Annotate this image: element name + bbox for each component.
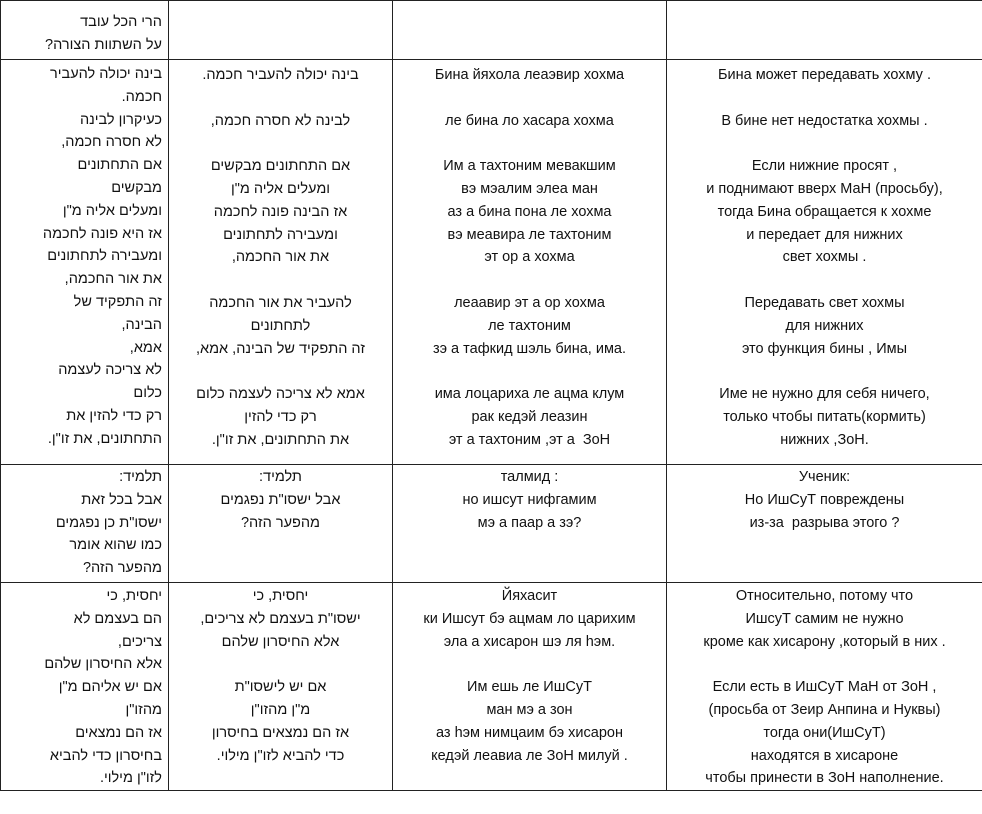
- text-line: [393, 360, 666, 383]
- text-line: [393, 653, 666, 676]
- text-line: את אור החכמה,: [231, 249, 330, 266]
- text-line: כמו שהוא אומר: [69, 537, 162, 554]
- text-line: аз а бина пона ле хохма: [447, 203, 612, 220]
- hebrew-original-cell: [1, 60, 169, 465]
- text-line: ומעלים אליה מ"ן: [62, 202, 162, 219]
- text-line: но ишсут нифгамим: [462, 491, 597, 508]
- text-line: מ"ן מהזו"ן: [250, 701, 311, 718]
- text-line: ישסו"ת בעצמם לא צריכים,: [200, 610, 361, 627]
- text-line: ман мэ а зон: [486, 701, 573, 718]
- text-line: מהפער הזה?: [240, 514, 321, 531]
- text-line: על השתוות הצורה?: [45, 37, 162, 54]
- text-line: אז הם נמצאים: [75, 724, 162, 741]
- text-line: и передает для нижних: [746, 226, 903, 243]
- text-line: эт а тахтоним ,эт а ЗоН: [448, 431, 611, 448]
- text-line: чтобы принести в ЗоН наполнение.: [705, 770, 944, 787]
- russian-translation-cell: [667, 465, 982, 583]
- text-line: находятся в хисароне: [750, 747, 899, 764]
- text-line: ле тахтоним: [488, 317, 571, 334]
- text-line: [169, 269, 392, 292]
- text-line: [169, 360, 392, 383]
- russian-translation-cell: [667, 583, 982, 791]
- text-line: для нижних: [785, 317, 864, 334]
- text-line: כלום: [133, 385, 162, 402]
- text-line: את אור החכמה,: [64, 271, 162, 288]
- text-line: אבל בכל זאת: [81, 491, 162, 508]
- text-line: תלמיד:: [259, 469, 302, 485]
- text-line: Если нижние просят ,: [751, 158, 898, 175]
- text-line: эт ор а хохма: [484, 249, 575, 266]
- text-line: эла а хисарон шэ ля hэм.: [443, 633, 616, 650]
- text-line: ле бина ло хасара хохма: [445, 112, 614, 129]
- hebrew-simplified-cell: [169, 1, 393, 60]
- text-line: ИшсуТ самим не нужно: [745, 610, 904, 627]
- text-line: Име не нужно для себя ничего,: [719, 386, 930, 403]
- text-line: אבל ישסו"ת נפגמים: [220, 491, 341, 508]
- text-line: אלא החיסרון שלהם: [44, 656, 162, 673]
- text-line: אלא החיסרון שלהם: [221, 633, 340, 650]
- text-line: кроме как хисарону ,который в них .: [703, 633, 946, 650]
- table-row: [1, 60, 982, 465]
- text-line: הבינה,: [121, 316, 162, 333]
- text-line: Бина может передавать хохму .: [718, 67, 931, 83]
- text-line: אם התחתונים מבקשים: [210, 158, 351, 175]
- text-line: הם בעצמם לא: [73, 610, 162, 627]
- text-line: לא צריכה לעצמה: [58, 362, 162, 379]
- text-line: יחסית, כי: [106, 588, 162, 604]
- text-line: רק כדי להזין: [244, 408, 317, 425]
- text-line: Но ИшСуТ повреждены: [744, 491, 905, 508]
- russian-translation-cell: [667, 1, 982, 60]
- text-line: בינה יכולה להעביר: [50, 66, 162, 82]
- text-line: חכמה.: [121, 88, 162, 105]
- text-line: [393, 87, 666, 110]
- text-line: рак кедэй леазин: [471, 408, 588, 425]
- text-line: свет хохмы .: [782, 249, 867, 266]
- text-line: מהזו"ן: [125, 701, 162, 718]
- transliteration-cell: [393, 1, 667, 60]
- text-line: [393, 132, 666, 155]
- text-line: אם יש אליהם מ"ן: [58, 679, 162, 696]
- text-line: תלמיד:: [119, 469, 162, 485]
- text-line: מבקשים: [111, 179, 162, 196]
- text-line: צריכים,: [117, 633, 162, 650]
- text-line: מהפער הזה?: [82, 560, 162, 577]
- text-line: לתחתונים: [250, 317, 311, 334]
- text-line: אז היא פונה לחכמה: [42, 225, 162, 242]
- text-line: Им ешь ле ИшСуТ: [467, 679, 592, 696]
- hebrew-simplified-cell: [169, 583, 393, 791]
- text-line: талмид :: [500, 469, 559, 485]
- hebrew-original-cell: [1, 583, 169, 791]
- text-line: [667, 653, 982, 676]
- text-line: אם יש לישסו"ת: [234, 679, 327, 696]
- text-line: רק כדי להזין את: [66, 407, 162, 424]
- text-line: Передавать свет хохмы: [744, 294, 905, 311]
- table-body: [1, 1, 982, 791]
- text-line: [667, 132, 982, 155]
- text-line: тогда Бина обращается к хохме: [717, 203, 932, 220]
- text-line: אמא לא צריכה לעצמה כלום: [196, 386, 365, 403]
- text-line: [393, 269, 666, 292]
- text-line: и поднимают вверх МаН (просьбу),: [706, 180, 943, 197]
- hebrew-original-cell: [1, 1, 169, 60]
- text-line: мэ а паар а зэ?: [477, 514, 582, 531]
- text-line: כדי להביא לזו"ן מילוי.: [216, 747, 345, 764]
- table-row: [1, 465, 982, 583]
- hebrew-original-cell: [1, 465, 169, 583]
- transliteration-cell: [393, 60, 667, 465]
- text-line: לבינה לא חסרה חכמה,: [210, 112, 351, 129]
- hebrew-simplified-cell: [169, 60, 393, 465]
- text-line: בינה יכולה להעביר חכמה.: [202, 67, 359, 83]
- text-line: леаавир эт а ор хохма: [454, 294, 605, 311]
- text-line: לזו"ן מילוי.: [99, 770, 162, 787]
- text-line: אמא,: [129, 339, 162, 356]
- transliteration-cell: [393, 583, 667, 791]
- text-line: [169, 132, 392, 155]
- text-line: זה התפקיד של: [73, 293, 162, 310]
- text-line: בחיסרון כדי להביא: [49, 747, 162, 764]
- text-line: зэ а тафкид шэль бина, има.: [432, 340, 627, 357]
- text-line: Бина йяхола леаэвир хохма: [434, 67, 625, 83]
- text-line: הרי הכל עובד: [80, 14, 162, 31]
- transliteration-cell: [393, 465, 667, 583]
- text-line: ומעלים אליה מ"ן: [230, 180, 331, 197]
- text-line: לא חסרה חכמה,: [61, 134, 162, 151]
- text-line: את התחתונים, את זו"ן.: [211, 431, 350, 448]
- text-line: има лоцариха ле ацма клум: [434, 386, 625, 403]
- text-line: только чтобы питать(кормить): [723, 408, 926, 425]
- text-line: это функция бины , Имы: [741, 340, 908, 357]
- text-line: כעיקרון לבינה: [79, 111, 162, 128]
- text-line: [169, 87, 392, 110]
- text-line: [667, 87, 982, 110]
- text-line: אז הם נמצאים בחיסרון: [211, 724, 350, 741]
- text-line: [667, 360, 982, 383]
- text-line: Йяхасит: [501, 588, 558, 604]
- text-line: вэ меавира ле тахтоним: [447, 226, 612, 243]
- table-row: [1, 1, 982, 60]
- text-line: ישסו"ת כן נפגמים: [55, 514, 162, 531]
- text-line: [667, 269, 982, 292]
- text-line: (просьба от Зеир Анпина и Нуквы): [708, 701, 941, 718]
- text-line: להעביר את אור החכמה: [209, 294, 352, 311]
- text-line: тогда они(ИшСуТ): [763, 724, 886, 741]
- text-line: ки Ишсут бэ ацмам ло царихим: [423, 610, 636, 627]
- text-line: аз hэм нимцаим бэ хисарон: [436, 724, 623, 741]
- text-line: [169, 653, 392, 676]
- text-line: ומעבירה לתחתונים: [223, 226, 338, 243]
- text-line: В бине нет недостатка хохмы .: [721, 112, 928, 129]
- text-line: Относительно, потому что: [735, 588, 914, 604]
- text-line: Ученик:: [798, 469, 851, 485]
- text-line: זה התפקיד של הבינה, אמא,: [195, 340, 366, 357]
- table-row: [1, 583, 982, 791]
- text-line: из-за разрыва этого ?: [749, 514, 900, 531]
- text-line: אז הבינה פונה לחכמה: [213, 203, 348, 220]
- text-line: нижних ,ЗоН.: [780, 431, 869, 448]
- text-line: кедэй леавиа ле ЗоН милуй .: [431, 747, 628, 764]
- text-line: יחסית, כי: [252, 588, 309, 604]
- text-line: ומעבירה לתחתונים: [47, 248, 162, 265]
- text-line: вэ мэалим элеа ман: [461, 180, 598, 197]
- hebrew-simplified-cell: [169, 465, 393, 583]
- text-line: אם התחתונים: [77, 157, 162, 174]
- text-line: Им а тахтоним мевакшим: [443, 158, 616, 175]
- text-line: התחתונים, את זו"ן.: [47, 430, 162, 447]
- russian-translation-cell: [667, 60, 982, 465]
- text-line: Если есть в ИшСуТ МаН от ЗоН ,: [712, 679, 937, 696]
